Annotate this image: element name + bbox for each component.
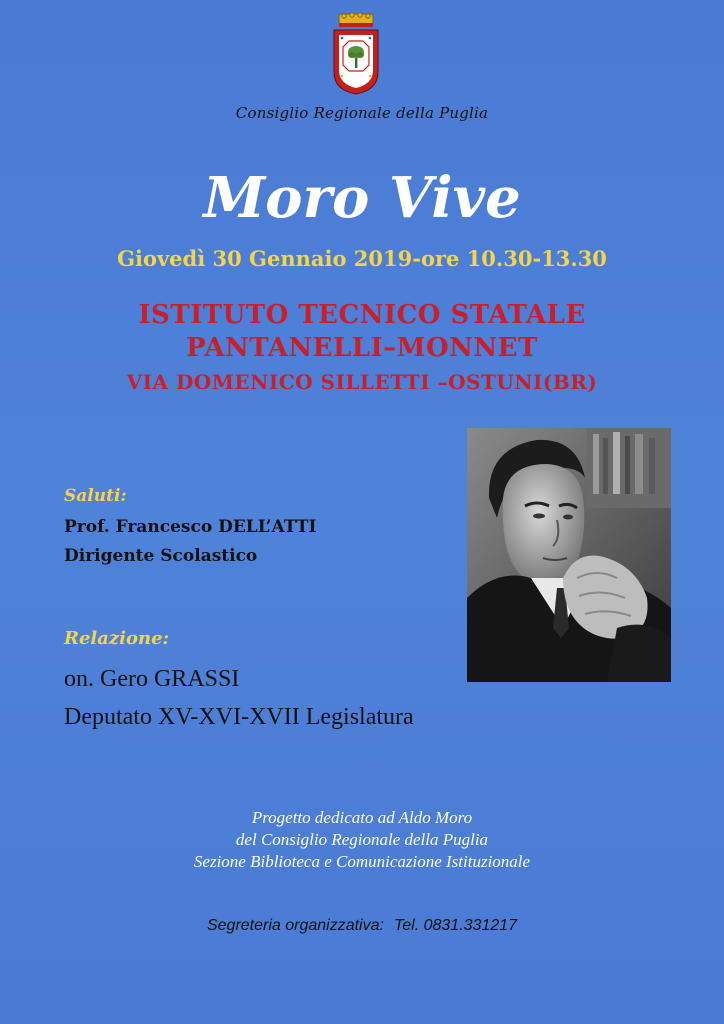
greetings-name: Prof. Francesco DELL’ATTI: [64, 517, 317, 537]
project-line-2: del Consiglio Regionale della Puglia: [235, 830, 489, 849]
regional-crest-icon: [330, 12, 382, 96]
venue-line-2: PANTANELLI–MONNET: [186, 333, 538, 363]
report-name: on. Gero GRASSI: [64, 666, 240, 692]
venue-address: VIA DOMENICO SILLETTI –OSTUNI(BR): [126, 370, 598, 394]
project-line-1: Progetto dedicato ad Aldo Moro: [251, 808, 473, 827]
secretary-label: Segreteria organizzativa:: [206, 917, 384, 934]
report-role: Deputato XV-XVI-XVII Legislatura: [64, 704, 414, 730]
portrait-photo: [467, 428, 671, 682]
council-name: Consiglio Regionale della Puglia: [235, 104, 489, 122]
event-date: Giovedì 30 Gennaio 2019-ore 10.30-13.30: [117, 246, 607, 271]
secretary-phone: Tel. 0831.331217: [393, 917, 518, 934]
greetings-label: Saluti:: [64, 486, 127, 506]
venue-line-1: ISTITUTO TECNICO STATALE: [138, 300, 586, 330]
project-line-3: Sezione Biblioteca e Comunicazione Istituzionale: [193, 852, 531, 871]
report-label: Relazione:: [64, 628, 170, 649]
event-title: Moro Vive: [203, 165, 521, 231]
secretary-info: [0, 917, 724, 935]
greetings-role: Dirigente Scolastico: [64, 546, 258, 566]
